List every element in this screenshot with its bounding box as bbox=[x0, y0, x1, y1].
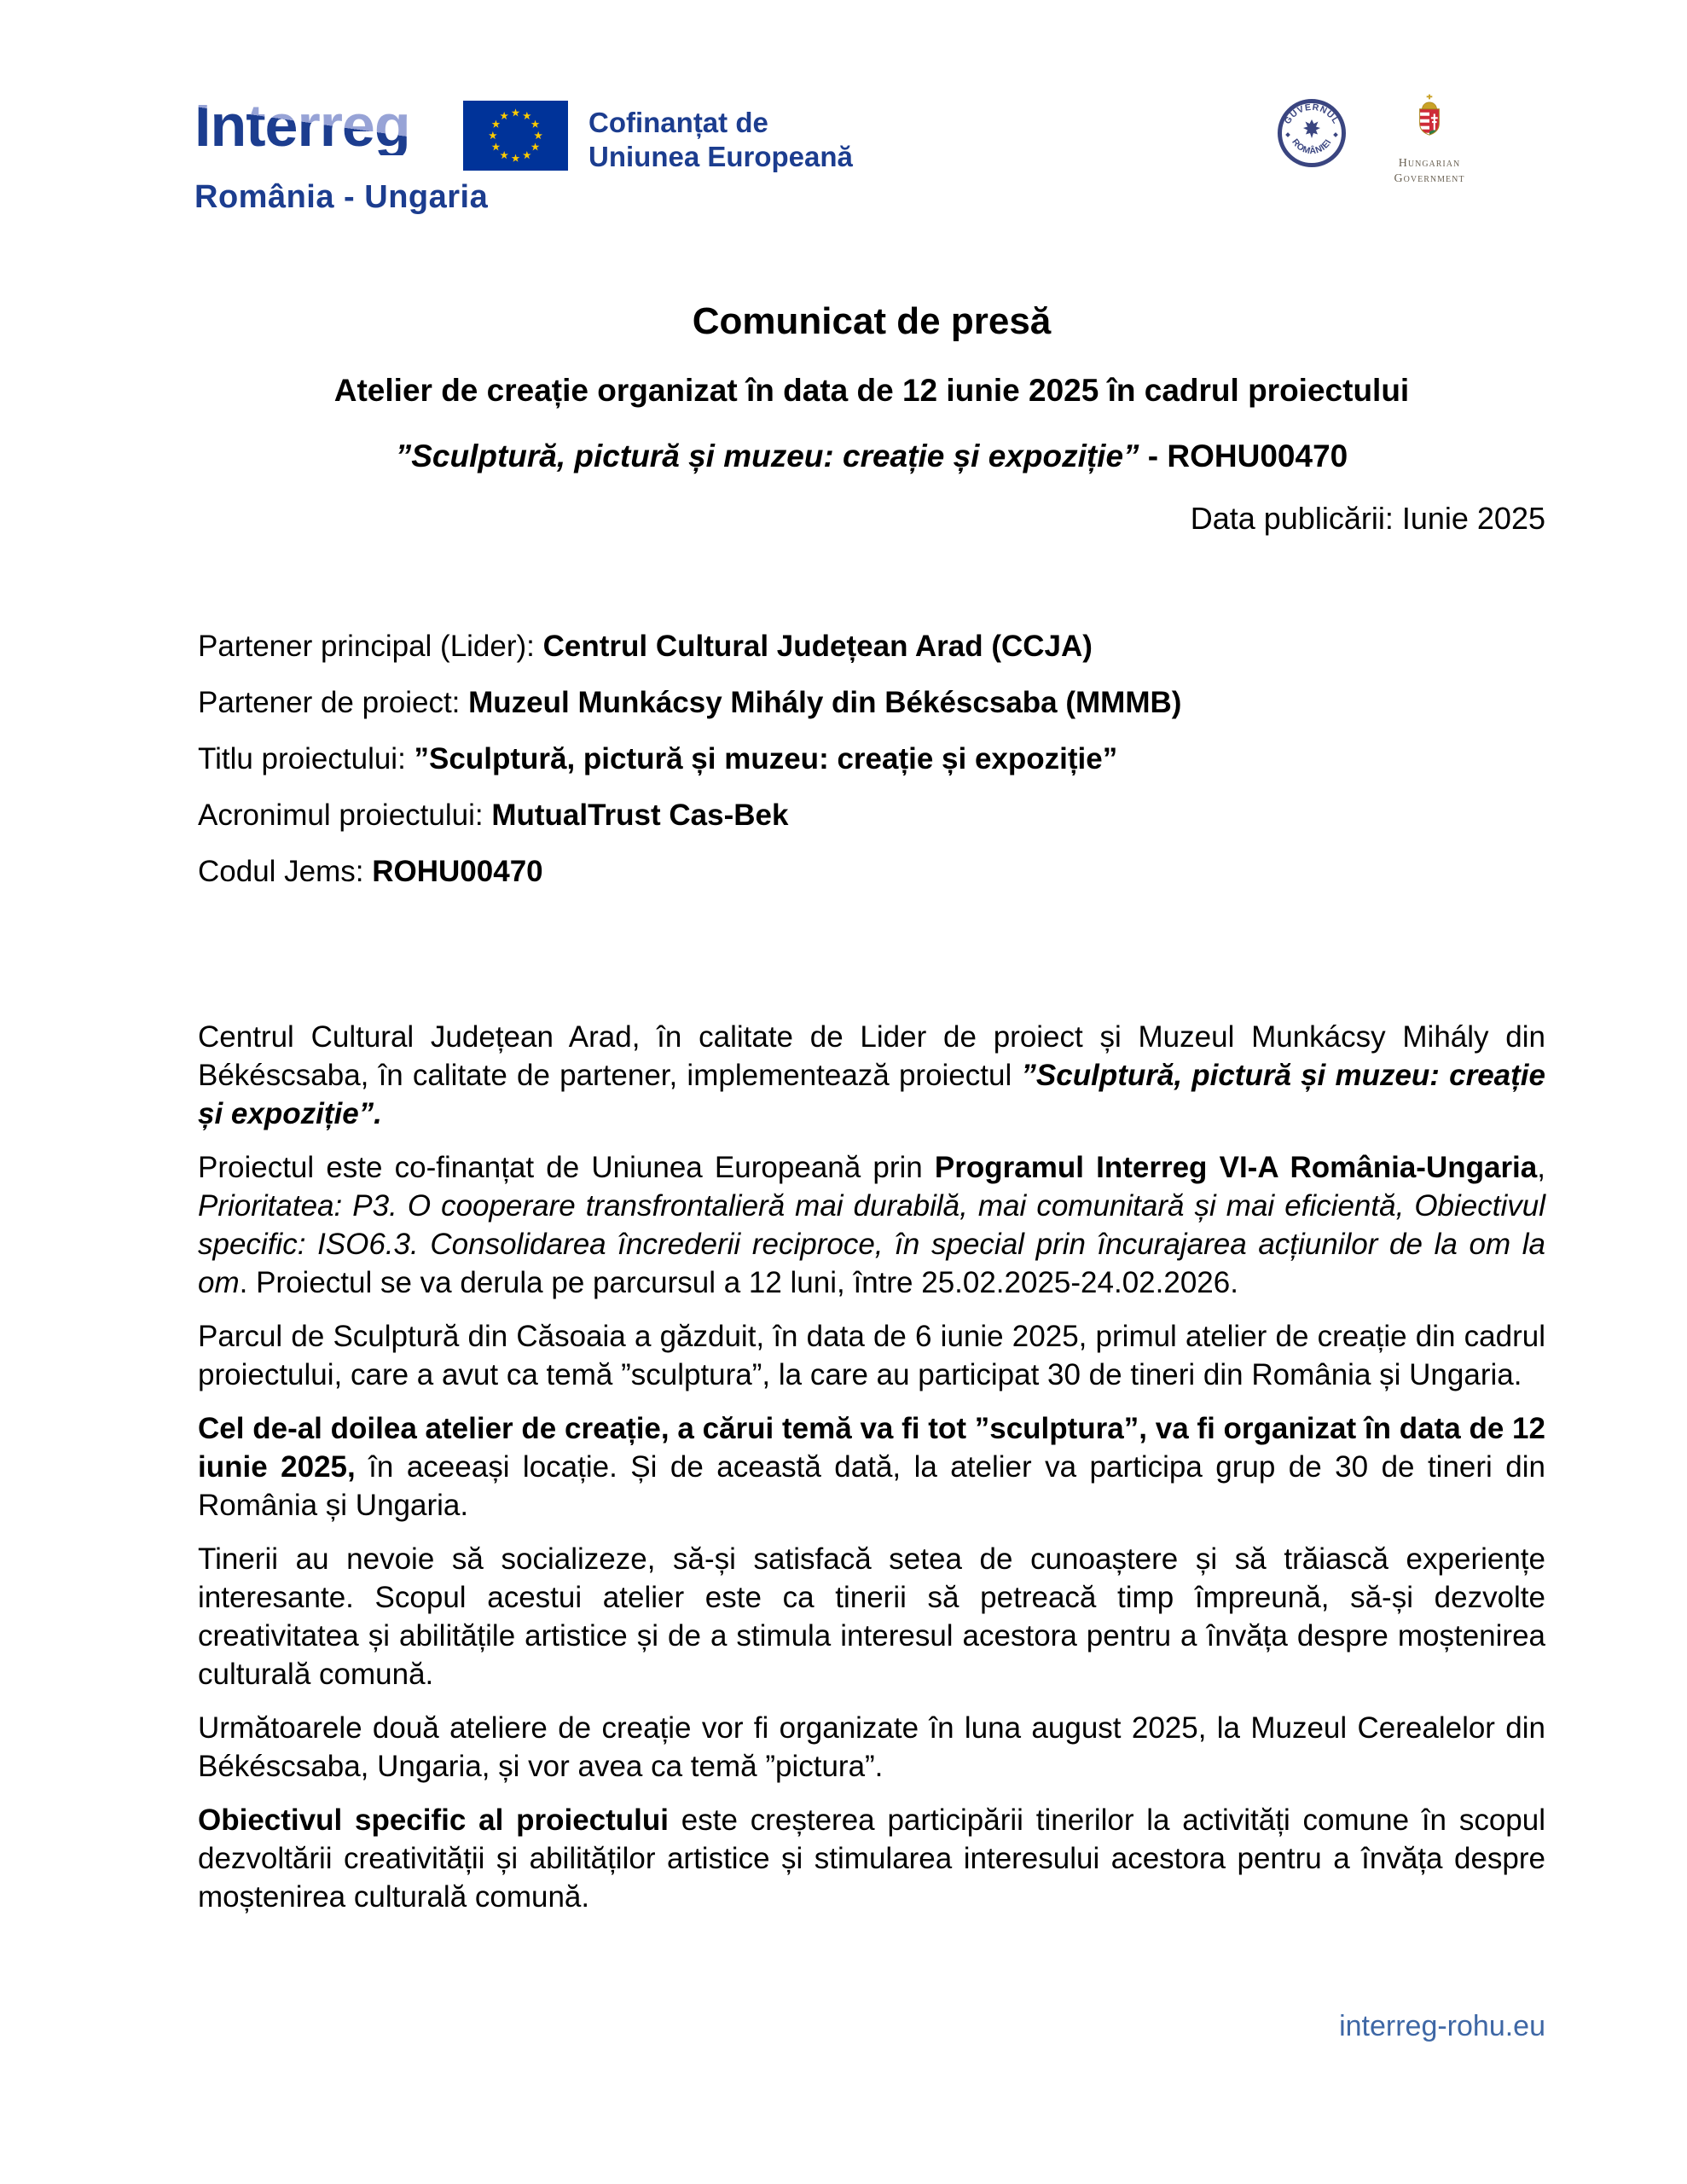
body-paragraph bbox=[198, 1709, 1545, 1786]
hungarian-government-label bbox=[1378, 156, 1481, 186]
text-segment: Centrul Cultural Județean Arad, în calitate de Lider de proiect și Muzeul Munkácsy Mihály din Békéscsaba, în calitate de partener, implementează proiectul bbox=[198, 1020, 1545, 1092]
eu-cofinance-text bbox=[588, 106, 853, 175]
detail-row bbox=[198, 631, 1545, 662]
body-paragraph bbox=[198, 1018, 1545, 1133]
eu-cofinance-line2: Uniunea Europeană bbox=[588, 141, 853, 173]
detail-row bbox=[198, 857, 1545, 887]
publish-date: Data publicării: Iunie 2025 bbox=[1190, 501, 1545, 536]
text-segment: . Proiectul se va derula pe parcursul a 12 luni, între 25.02.2025-24.02.2026. bbox=[239, 1266, 1238, 1299]
detail-row bbox=[198, 688, 1545, 718]
body-paragraph bbox=[198, 1801, 1545, 1916]
body-paragraph bbox=[198, 1409, 1545, 1525]
text-segment: Tinerii au nevoie să socializeze, să-și satisfacă setea de cunoaștere și să trăiască experiențe interesante. Scopul acestui atelier este ca tinerii să petreacă timp împreună, să-și dezvolte creativitatea și abilitățile artistice și de a stimula interesul acestora pentru a învăța despre moștenirea culturală comună. bbox=[198, 1542, 1545, 1691]
detail-label: Acronimul proiectului: bbox=[198, 799, 492, 832]
hu-gov-line2: Government bbox=[1394, 171, 1465, 185]
text-segment: ”Sculptură, pictură și muzeu: creație și expoziție”. bbox=[198, 1059, 1545, 1130]
detail-label: Titlu proiectului: bbox=[198, 742, 415, 775]
detail-value: MutualTrust Cas-Bek bbox=[491, 799, 789, 832]
project-title-quoted: ”Sculptură, pictură și muzeu: creație și expoziție” bbox=[395, 439, 1139, 473]
text-segment: Proiectul este co-finanțat de Uniunea Europeană prin bbox=[198, 1151, 935, 1184]
detail-row bbox=[198, 800, 1545, 831]
detail-row bbox=[198, 744, 1545, 775]
body-paragraph bbox=[198, 1540, 1545, 1693]
body-paragraph bbox=[198, 1148, 1545, 1302]
detail-value: Centrul Cultural Județean Arad (CCJA) bbox=[542, 630, 1093, 663]
interreg-logo bbox=[194, 92, 489, 216]
detail-label: Partener principal (Lider): bbox=[198, 630, 543, 663]
hungarian-coat-of-arms-icon bbox=[1413, 94, 1446, 148]
interreg-wordmark: Interreg bbox=[194, 92, 410, 159]
text-segment: Cel de-al doilea atelier de creație, a cărui temă va fi tot ”sculptura”, va fi organizat în data de 12 iunie 2025, bbox=[198, 1412, 1545, 1484]
detail-value: Muzeul Munkácsy Mihály din Békéscsaba (MMMB) bbox=[468, 686, 1182, 719]
text-segment: Programul Interreg VI-A România-Ungaria bbox=[934, 1151, 1538, 1184]
body-paragraph bbox=[198, 1317, 1545, 1394]
detail-value: ”Sculptură, pictură și muzeu: creație și expoziție” bbox=[414, 742, 1118, 775]
eu-cofinance-line1: Cofinanțat de bbox=[588, 107, 768, 138]
text-segment: Următoarele două ateliere de creație vor fi organizate în luna august 2025, la Muzeul Cerealelor din Békéscsaba, Ungaria, și vor avea ca temă ”pictura”. bbox=[198, 1711, 1545, 1783]
page-subtitle: Atelier de creație organizat în data de 12 iunie 2025 în cadrul proiectului bbox=[333, 373, 1410, 408]
hu-gov-line1: Hungarian bbox=[1398, 157, 1461, 170]
text-segment: , bbox=[1537, 1151, 1545, 1184]
text-segment: Parcul de Sculptură din Căsoaia a găzduit, în data de 6 iunie 2025, primul atelier de creație din cadrul proiectului, care a avut ca temă ”sculptura”, la care au participat 30 de tineri din România și Ungaria. bbox=[198, 1320, 1545, 1391]
text-segment: Prioritatea: P3. O cooperare transfrontalieră mai durabilă, mai comunitară și mai eficientă, Obiectivul specific: ISO6.3. Consolidarea încrederii reciproce, în special prin încurajarea acțiunilor de la om la om bbox=[198, 1189, 1545, 1299]
ro-seal-top-text: GUVERNUL bbox=[1282, 102, 1342, 126]
eu-cofinance-logo bbox=[463, 101, 853, 175]
detail-label: Codul Jems: bbox=[198, 855, 373, 888]
footer-website-link[interactable]: interreg-rohu.eu bbox=[1339, 2010, 1545, 2042]
eu-flag-icon bbox=[463, 101, 568, 171]
body-section bbox=[198, 1018, 1545, 1931]
page-title: Comunicat de presă bbox=[692, 300, 1052, 342]
text-segment: în aceeași locație. Și de această dată, la atelier va participa grup de 30 de tineri din România și Ungaria. bbox=[198, 1450, 1545, 1522]
text-segment: este creșterea participării tinerilor la activități comune în scopul dezvoltării creativității și abilităților artistice și stimularea interesului acestora pentru a învăța despre moștenirea culturală comună. bbox=[198, 1804, 1545, 1914]
detail-value: ROHU00470 bbox=[372, 855, 543, 888]
romanian-government-seal-icon bbox=[1278, 99, 1346, 167]
text-segment: Obiectivul specific al proiectului bbox=[198, 1804, 670, 1837]
ro-seal-bottom-text: ROMÂNIEI bbox=[1290, 136, 1334, 157]
project-title-line bbox=[198, 439, 1545, 474]
project-code: - ROHU00470 bbox=[1139, 439, 1348, 473]
hungarian-government-logo bbox=[1378, 94, 1481, 186]
detail-label: Partener de proiect: bbox=[198, 686, 469, 719]
romanian-government-logo bbox=[1278, 99, 1346, 171]
interreg-program-name: România - Ungaria bbox=[194, 179, 489, 215]
project-details-section bbox=[198, 631, 1545, 913]
